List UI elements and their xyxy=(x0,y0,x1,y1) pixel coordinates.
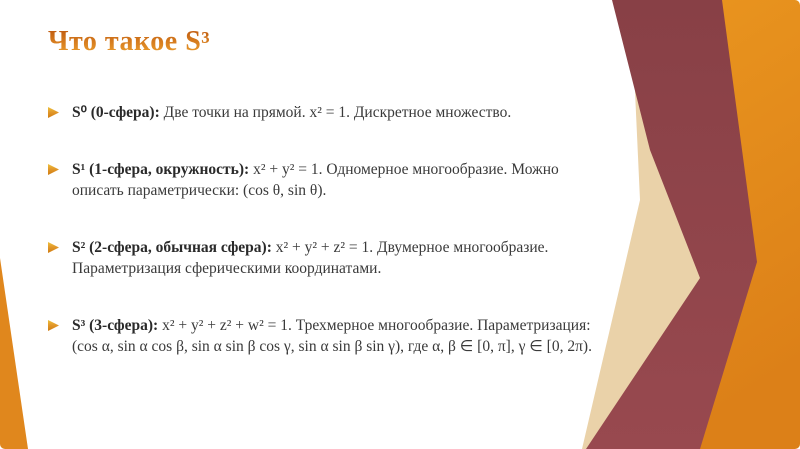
bullet-body-text: x² + y² = 1. Одномерное многообразие. Можно описать параметрически: (cos θ, sin θ). xyxy=(72,161,559,199)
bullet-triangle-icon xyxy=(48,242,59,253)
bullet-item-s1 xyxy=(48,159,600,201)
bullet-text xyxy=(72,102,600,123)
bullet-list xyxy=(48,102,600,357)
bullet-triangle-icon xyxy=(48,164,59,175)
bullet-text xyxy=(72,159,600,201)
bullet-body-text: Две точки на прямой. x² = 1. Дискретное множество. xyxy=(159,104,512,121)
bullet-text xyxy=(72,237,600,279)
bullet-text xyxy=(72,315,600,357)
bullet-bold-text: S⁰ (0-сфера): xyxy=(72,104,160,121)
bullet-bold-text: S² (2-сфера, обычная сфера): xyxy=(72,239,272,256)
slide-content xyxy=(48,26,608,357)
bullet-body-text: x² + y² + z² = 1. Двумерное многообразие. Параметризация сферическими координатами. xyxy=(72,239,549,277)
bullet-item-s0 xyxy=(48,102,600,123)
bullet-body-text: x² + y² + z² + w² = 1. Трехмерное многообразие. Параметризация: (cos α, sin α cos β, sin α sin β cos γ, sin α sin β sin γ), где α, β ∈ [0, π], γ ∈ [0, 2π). xyxy=(72,317,592,355)
bullet-triangle-icon xyxy=(48,320,59,331)
bullet-bold-text: S¹ (1-сфера, окружность): xyxy=(72,161,250,178)
bullet-bold-text: S³ (3-сфера): xyxy=(72,317,159,334)
slide-title: Что такое S³ xyxy=(48,26,211,57)
decor-left-wedge xyxy=(0,258,28,449)
bullet-triangle-icon xyxy=(48,107,59,118)
bullet-item-s3 xyxy=(48,315,600,357)
bullet-item-s2 xyxy=(48,237,600,279)
